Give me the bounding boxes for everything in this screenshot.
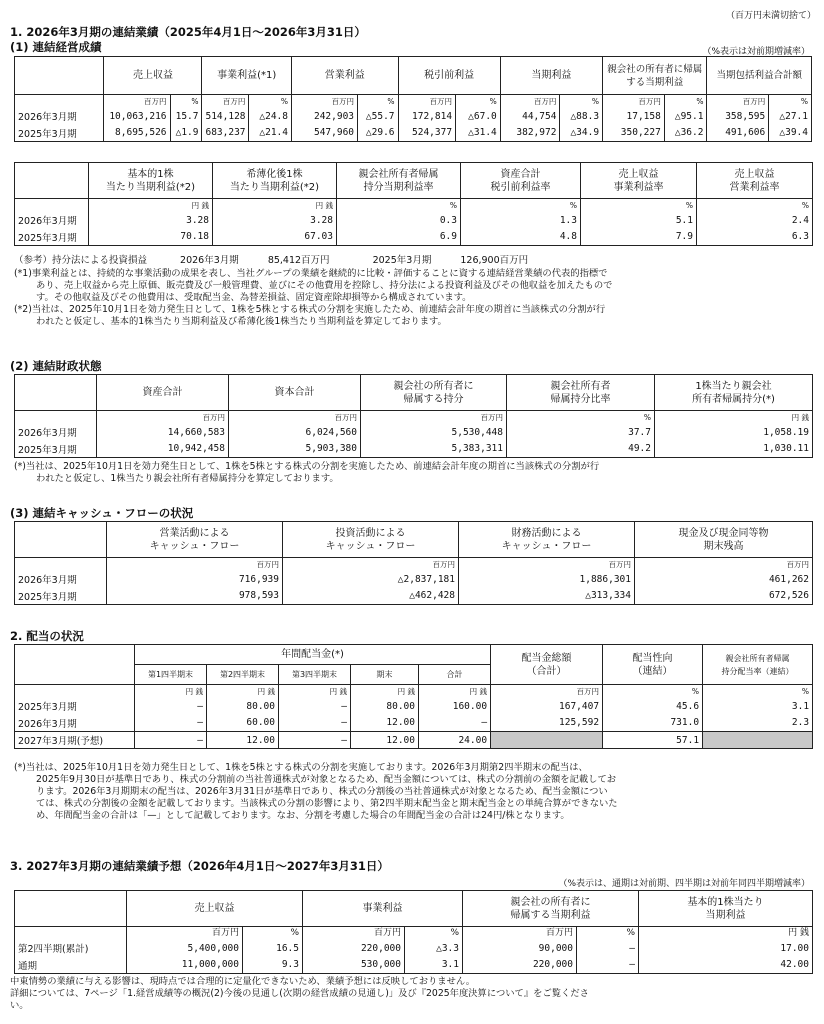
- value-cell: 524,377: [398, 125, 456, 142]
- value-cell: △1.9: [170, 125, 202, 142]
- value-cell: 125,592: [491, 715, 603, 732]
- header-blank: [15, 891, 127, 927]
- header-basic-eps: [89, 163, 213, 199]
- value-cell: 6,024,560: [229, 424, 361, 441]
- value-cell: —: [135, 715, 207, 732]
- header-line: 帰属持分比率: [550, 393, 611, 405]
- header-pretax-profit: 税引前利益: [398, 57, 500, 95]
- header-line: 所有者帰属持分(*): [692, 393, 775, 405]
- value-cell: 7.9: [581, 229, 697, 246]
- value-cell: —: [135, 732, 207, 749]
- header-line: 営業利益率: [729, 181, 780, 193]
- header-business-profit: 事業利益(*1): [202, 57, 292, 95]
- note-line: す。その他収益及びその他費用は、受取配当金、為替差損益、固定資産除却損等から構成されています。: [36, 292, 472, 303]
- value-cell: 10,063,216: [104, 108, 170, 125]
- value-cell: 172,814: [398, 108, 456, 125]
- header-equity-ratio: [507, 375, 655, 411]
- unit-cell: %: [769, 95, 812, 108]
- table-row: [15, 940, 813, 957]
- header-line: 基本的1株当たり: [687, 896, 764, 908]
- table-row: [15, 441, 813, 458]
- value-cell: △24.8: [249, 108, 292, 125]
- value-cell: 9.3: [243, 957, 303, 974]
- value-cell: △29.6: [358, 125, 398, 142]
- table-row: [15, 212, 813, 229]
- header-line: キャッシュ・フロー: [149, 540, 240, 552]
- header-line: 当たり当期利益(*2): [105, 181, 196, 193]
- row-label: 2026年3月期: [15, 715, 135, 732]
- value-cell: 12.00: [351, 715, 419, 732]
- value-cell: 491,606: [707, 125, 769, 142]
- unit-cell: 百万円: [635, 558, 813, 571]
- unit-cell: 百万円: [229, 411, 361, 424]
- section-forecast-note: （%表示は、通期は対前期、四半期は対前年同四半期増減率）: [558, 879, 810, 889]
- value-cell: △39.4: [769, 125, 812, 142]
- value-cell: 1,886,301: [459, 571, 635, 588]
- value-cell: 57.1: [603, 732, 703, 749]
- value-cell: 547,960: [291, 125, 357, 142]
- reference-value: 126,900百万円: [460, 255, 529, 266]
- value-cell: —: [419, 715, 491, 732]
- value-cell: △67.0: [456, 108, 501, 125]
- header-total-equity: 資本合計: [229, 375, 361, 411]
- unit-cell: %: [603, 685, 703, 698]
- section-1-notes: [14, 268, 612, 328]
- unit-cell: %: [405, 927, 463, 940]
- header-line: 財務活動による: [511, 527, 582, 539]
- unit-cell: 円 銭: [89, 199, 213, 212]
- value-cell: △21.4: [249, 125, 292, 142]
- unit-cell: [15, 95, 104, 108]
- value-cell: 1,030.11: [655, 441, 813, 458]
- value-cell: 5,903,380: [229, 441, 361, 458]
- value-cell: 530,000: [303, 957, 405, 974]
- unit-cell: %: [577, 927, 639, 940]
- unit-cell: 円 銭: [135, 685, 207, 698]
- value-cell: 49.2: [507, 441, 655, 458]
- header-line: 親会社の所有者に: [393, 380, 474, 392]
- header-blank: [15, 665, 135, 685]
- header-roa: [461, 163, 581, 199]
- unit-cell: 百万円: [291, 95, 357, 108]
- value-cell: —: [279, 732, 351, 749]
- value-cell: 17,158: [603, 108, 665, 125]
- header-operating-profit: 営業利益: [291, 57, 398, 95]
- header-blank: [15, 375, 97, 411]
- unit-note: （百万円未満切捨て）: [725, 11, 816, 21]
- header-line: 親会社の所有者に: [510, 896, 591, 908]
- header-line: 売上収益: [618, 168, 659, 180]
- header-line: 配当金総額: [521, 652, 572, 664]
- unit-cell: %: [461, 199, 581, 212]
- unit-cell: 円 銭: [213, 199, 337, 212]
- forecast-table: [14, 890, 813, 974]
- note-line: 2025年9月30日が基準日であり、株式の分割前の当社普通株式が対象となるため、配当金額については、株式の分割前の金額を記載してお: [36, 774, 617, 785]
- header-line: 帰属する持分: [403, 393, 464, 405]
- value-cell: 358,595: [707, 108, 769, 125]
- unit-cell: [15, 199, 89, 212]
- value-cell: △2,837,181: [283, 571, 459, 588]
- header-financing-cf: [459, 522, 635, 558]
- value-cell: 24.00: [419, 732, 491, 749]
- header-blank: [15, 163, 89, 199]
- cash-flow-table: [14, 521, 813, 605]
- header-line: 資産合計: [500, 168, 541, 180]
- header-line: 当たり当期利益(*2): [229, 181, 320, 193]
- row-label: 2025年3月期: [15, 125, 104, 142]
- value-cell: 160.00: [419, 698, 491, 715]
- header-line: 事業利益率: [613, 181, 664, 193]
- value-cell: —: [135, 698, 207, 715]
- value-cell: 6.3: [697, 229, 813, 246]
- header-total-assets: 資産合計: [97, 375, 229, 411]
- header-business-margin: [581, 163, 697, 199]
- value-cell: 67.03: [213, 229, 337, 246]
- equity-method-reference: [14, 252, 528, 266]
- value-cell: 17.00: [639, 940, 813, 957]
- unit-cell: 百万円: [127, 927, 243, 940]
- section-2-title: (2) 連結財政状態: [10, 359, 102, 373]
- unit-cell: 百万円: [707, 95, 769, 108]
- note-line: (*)当社は、2025年10月1日を効力発生日として、1株を5株とする株式の分割を実施しております。2026年3月期第2四半期末の配当は、: [14, 762, 588, 773]
- value-cell: 44,754: [500, 108, 560, 125]
- header-net-profit: 当期利益: [500, 57, 602, 95]
- header-payout-ratio: [603, 645, 703, 685]
- unit-cell: 百万円: [361, 411, 507, 424]
- value-cell: 90,000: [463, 940, 577, 957]
- note-line: (*1)事業利益とは、持続的な事業活動の成果を表し、当社グループの業績を継続的に比較・評価することに資する連結経営業績の代表的指標で: [14, 268, 608, 279]
- row-label: 通期: [15, 957, 127, 974]
- value-cell: △27.1: [769, 108, 812, 125]
- table-row: [15, 229, 813, 246]
- unit-cell: 円 銭: [279, 685, 351, 698]
- header-line: 親会社所有者: [550, 380, 611, 392]
- header-line: キャッシュ・フロー: [325, 540, 416, 552]
- header-line: 帰属する当期利益: [510, 909, 591, 921]
- value-cell: 731.0: [603, 715, 703, 732]
- unit-cell: 百万円: [491, 685, 603, 698]
- unit-cell: %: [560, 95, 603, 108]
- header-q2: 第2四半期末: [207, 665, 279, 685]
- row-label: 第2四半期(累計): [15, 940, 127, 957]
- unit-cell: 円 銭: [351, 685, 419, 698]
- header-line: 持分当期利益率: [363, 181, 434, 193]
- unit-cell: 円 銭: [639, 927, 813, 940]
- value-cell: 2.4: [697, 212, 813, 229]
- header-revenue: 売上収益: [104, 57, 202, 95]
- value-cell: —: [279, 715, 351, 732]
- row-label: 2027年3月期(予想): [15, 732, 135, 749]
- row-label: 2026年3月期: [15, 571, 107, 588]
- header-line: 投資活動による: [335, 527, 406, 539]
- header-line: 親会社所有者帰属: [358, 168, 439, 180]
- reference-period: 2026年3月期: [180, 255, 239, 266]
- header-dividend-total: [491, 645, 603, 685]
- header-diluted-eps: [213, 163, 337, 199]
- table-row: [15, 957, 813, 974]
- value-cell: 1,058.19: [655, 424, 813, 441]
- value-cell: 11,000,000: [127, 957, 243, 974]
- value-cell: 672,526: [635, 588, 813, 605]
- row-label: 2025年3月期: [15, 588, 107, 605]
- header-line: 1株当たり親会社: [695, 380, 772, 392]
- value-cell: 80.00: [351, 698, 419, 715]
- value-cell: △36.2: [664, 125, 707, 142]
- value-cell: 242,903: [291, 108, 357, 125]
- header-line: 配当性向: [632, 652, 673, 664]
- header-comprehensive: 当期包括利益合計額: [707, 57, 812, 95]
- table-row: [15, 571, 813, 588]
- value-cell: 220,000: [463, 957, 577, 974]
- header-owner-profit: [463, 891, 639, 927]
- value-cell: 15.7: [170, 108, 202, 125]
- header-roe: [337, 163, 461, 199]
- table-row: [15, 588, 813, 605]
- header-line: 希薄化後1株: [246, 168, 303, 180]
- dividend-table: [14, 644, 813, 749]
- value-cell: △3.3: [405, 940, 463, 957]
- note-line: ります。2026年3月期期末の配当は、2026年3月31日が基準日であり、株式の分割後の当社普通株式が対象となるため、配当金額につい: [36, 786, 608, 797]
- value-cell: 5,383,311: [361, 441, 507, 458]
- value-cell: —: [577, 957, 639, 974]
- unit-cell: %: [507, 411, 655, 424]
- header-owner-equity: [361, 375, 507, 411]
- unit-cell: %: [337, 199, 461, 212]
- unit-cell: 百万円: [463, 927, 577, 940]
- unit-cell: %: [358, 95, 398, 108]
- header-line: 当期利益: [705, 909, 746, 921]
- note-line: (*2)当社は、2025年10月1日を効力発生日として、1株を5株とする株式の分割を実施したため、前連結会計年度の期首に当該株式の分割が行: [14, 304, 606, 315]
- section-forecast-notes: [10, 976, 589, 1012]
- unit-cell: 百万円: [398, 95, 456, 108]
- value-cell: △313,334: [459, 588, 635, 605]
- unit-cell: 百万円: [500, 95, 560, 108]
- header-year-end: 期末: [351, 665, 419, 685]
- value-cell: 3.1: [405, 957, 463, 974]
- operating-results-table: [14, 56, 812, 142]
- value-cell: 3.28: [213, 212, 337, 229]
- header-blank: [15, 645, 135, 665]
- value-cell: [703, 732, 813, 749]
- unit-cell: 円 銭: [207, 685, 279, 698]
- value-cell: △95.1: [664, 108, 707, 125]
- unit-cell: %: [664, 95, 707, 108]
- value-cell: —: [577, 940, 639, 957]
- value-cell: 16.5: [243, 940, 303, 957]
- value-cell: 5,530,448: [361, 424, 507, 441]
- header-owner-profit: 親会社の所有者に帰属する当期利益: [603, 57, 707, 95]
- value-cell: △31.4: [456, 125, 501, 142]
- header-q3: 第3四半期末: [279, 665, 351, 685]
- value-cell: 1.3: [461, 212, 581, 229]
- header-line: 売上収益: [734, 168, 775, 180]
- unit-cell: 百万円: [603, 95, 665, 108]
- unit-cell: 百万円: [283, 558, 459, 571]
- value-cell: 12.00: [351, 732, 419, 749]
- header-line: 基本的1株: [127, 168, 174, 180]
- value-cell: 42.00: [639, 957, 813, 974]
- note-line: ては、株式の分割後の金額を記載しております。当該株式の分割の影響により、第2四半期末配当金と期末配当金との単純合算ができないた: [36, 798, 618, 809]
- header-blank: [15, 57, 104, 95]
- value-cell: 220,000: [303, 940, 405, 957]
- note-line: (*)当社は、2025年10月1日を効力発生日として、1株を5株とする株式の分割を実施したため、前連結会計年度の期首に当該株式の分割が行: [14, 461, 600, 472]
- row-label: 2026年3月期: [15, 212, 89, 229]
- header-line: （連結）: [632, 665, 673, 677]
- value-cell: 6.9: [337, 229, 461, 246]
- header-line: 持分配当率（連結）: [721, 666, 794, 676]
- unit-cell: 円 銭: [419, 685, 491, 698]
- value-cell: 461,262: [635, 571, 813, 588]
- section-dividend-notes: [14, 762, 618, 822]
- unit-cell: 百万円: [107, 558, 283, 571]
- unit-cell: %: [703, 685, 813, 698]
- unit-cell: %: [170, 95, 202, 108]
- header-business-profit: 事業利益: [303, 891, 463, 927]
- table-row: [15, 732, 813, 749]
- unit-cell: %: [243, 927, 303, 940]
- row-label: 2025年3月期: [15, 698, 135, 715]
- table-row: [15, 125, 812, 142]
- header-blank: [15, 522, 107, 558]
- header-line: （合計）: [526, 665, 567, 677]
- table-row: [15, 715, 813, 732]
- header-bps: [655, 375, 813, 411]
- value-cell: 5,400,000: [127, 940, 243, 957]
- header-revenue: 売上収益: [127, 891, 303, 927]
- unit-cell: 百万円: [97, 411, 229, 424]
- unit-cell: 円 銭: [655, 411, 813, 424]
- header-basic-eps: [639, 891, 813, 927]
- unit-cell: 百万円: [104, 95, 170, 108]
- header-annual-dividend: 年間配当金(*): [135, 645, 491, 665]
- section-1-1-title: (1) 連結経営成績: [10, 40, 102, 54]
- value-cell: 382,972: [500, 125, 560, 142]
- unit-cell: %: [249, 95, 292, 108]
- header-line: 期末残高: [703, 540, 744, 552]
- unit-cell: [15, 411, 97, 424]
- reference-period: 2025年3月期: [372, 255, 432, 266]
- unit-cell: [15, 558, 107, 571]
- unit-cell: %: [697, 199, 813, 212]
- value-cell: 14,660,583: [97, 424, 229, 441]
- note-line: い。: [10, 1000, 29, 1011]
- header-operating-cf: [107, 522, 283, 558]
- header-line: 営業活動による: [159, 527, 230, 539]
- unit-cell: [15, 685, 135, 698]
- value-cell: 60.00: [207, 715, 279, 732]
- value-cell: 70.18: [89, 229, 213, 246]
- row-label: 2025年3月期: [15, 441, 97, 458]
- value-cell: 8,695,526: [104, 125, 170, 142]
- financial-position-table: [14, 374, 813, 458]
- header-line: 税引前利益率: [490, 181, 551, 193]
- value-cell: 4.8: [461, 229, 581, 246]
- row-label: 2026年3月期: [15, 424, 97, 441]
- value-cell: [491, 732, 603, 749]
- per-share-table: [14, 162, 813, 246]
- unit-cell: 百万円: [202, 95, 249, 108]
- table-row: [15, 424, 813, 441]
- note-line: 詳細については、7ページ「1.経営成績等の概況(2)今後の見通し(次期の経営成績の見通し)」及び『2025年度決算について』をご覧くださ: [10, 988, 589, 999]
- reference-value: 85,412百万円: [267, 255, 330, 266]
- value-cell: 514,128: [202, 108, 249, 125]
- value-cell: 10,942,458: [97, 441, 229, 458]
- value-cell: △462,428: [283, 588, 459, 605]
- unit-cell: %: [456, 95, 501, 108]
- value-cell: 37.7: [507, 424, 655, 441]
- value-cell: 12.00: [207, 732, 279, 749]
- unit-cell: [15, 927, 127, 940]
- reference-label: （参考）持分法による投資損益: [14, 255, 148, 266]
- unit-cell: %: [581, 199, 697, 212]
- value-cell: 683,237: [202, 125, 249, 142]
- value-cell: △88.3: [560, 108, 603, 125]
- header-cash-balance: [635, 522, 813, 558]
- header-line: 親会社所有者帰属: [725, 653, 790, 663]
- unit-cell: 百万円: [303, 927, 405, 940]
- unit-cell: 百万円: [459, 558, 635, 571]
- value-cell: 716,939: [107, 571, 283, 588]
- value-cell: 978,593: [107, 588, 283, 605]
- note-line: われたと仮定し、基本的1株当たり当期利益及び希薄化後1株当たり当期利益を算定しております。: [36, 316, 447, 327]
- value-cell: 80.00: [207, 698, 279, 715]
- note-line: め、年間配当金の合計は「—」として記載しております。なお、分割を考慮した場合の年間配当金の合計は24円/株となります。: [36, 810, 570, 821]
- header-doe: [703, 645, 813, 685]
- value-cell: △55.7: [358, 108, 398, 125]
- table-row: [15, 698, 813, 715]
- header-line: 現金及び現金同等物: [678, 527, 769, 539]
- value-cell: 2.3: [703, 715, 813, 732]
- header-line: キャッシュ・フロー: [501, 540, 592, 552]
- table-row: [15, 108, 812, 125]
- section-1-1-note: （%表示は対前期増減率）: [702, 47, 810, 57]
- value-cell: —: [279, 698, 351, 715]
- section-2-notes: [14, 461, 599, 485]
- section-forecast-title: 3. 2027年3月期の連結業績予想（2026年4月1日～2027年3月31日）: [10, 859, 389, 873]
- section-3-title: (3) 連結キャッシュ・フローの状況: [10, 506, 194, 520]
- value-cell: △34.9: [560, 125, 603, 142]
- value-cell: 167,407: [491, 698, 603, 715]
- value-cell: 350,227: [603, 125, 665, 142]
- header-investing-cf: [283, 522, 459, 558]
- row-label: 2026年3月期: [15, 108, 104, 125]
- header-q1: 第1四半期末: [135, 665, 207, 685]
- note-line: あり、売上収益から売上原価、販売費及び一般管理費、並びにその他費用を控除し、持分法による投資利益及びその他収益を加えたもので: [36, 280, 613, 291]
- section-dividend-title: 2. 配当の状況: [10, 629, 84, 643]
- note-line: われたと仮定し、1株当たり親会社所有者帰属持分を算定しております。: [36, 473, 339, 484]
- value-cell: 45.6: [603, 698, 703, 715]
- header-operating-margin: [697, 163, 813, 199]
- section-1-title: 1. 2026年3月期の連結業績（2025年4月1日～2026年3月31日）: [10, 25, 366, 39]
- note-line: 中東情勢の業績に与える影響は、現時点では合理的に定量化できないため、業績予想には反映しておりません。: [10, 976, 476, 987]
- header-total: 合計: [419, 665, 491, 685]
- value-cell: 3.1: [703, 698, 813, 715]
- value-cell: 5.1: [581, 212, 697, 229]
- value-cell: 0.3: [337, 212, 461, 229]
- row-label: 2025年3月期: [15, 229, 89, 246]
- value-cell: 3.28: [89, 212, 213, 229]
